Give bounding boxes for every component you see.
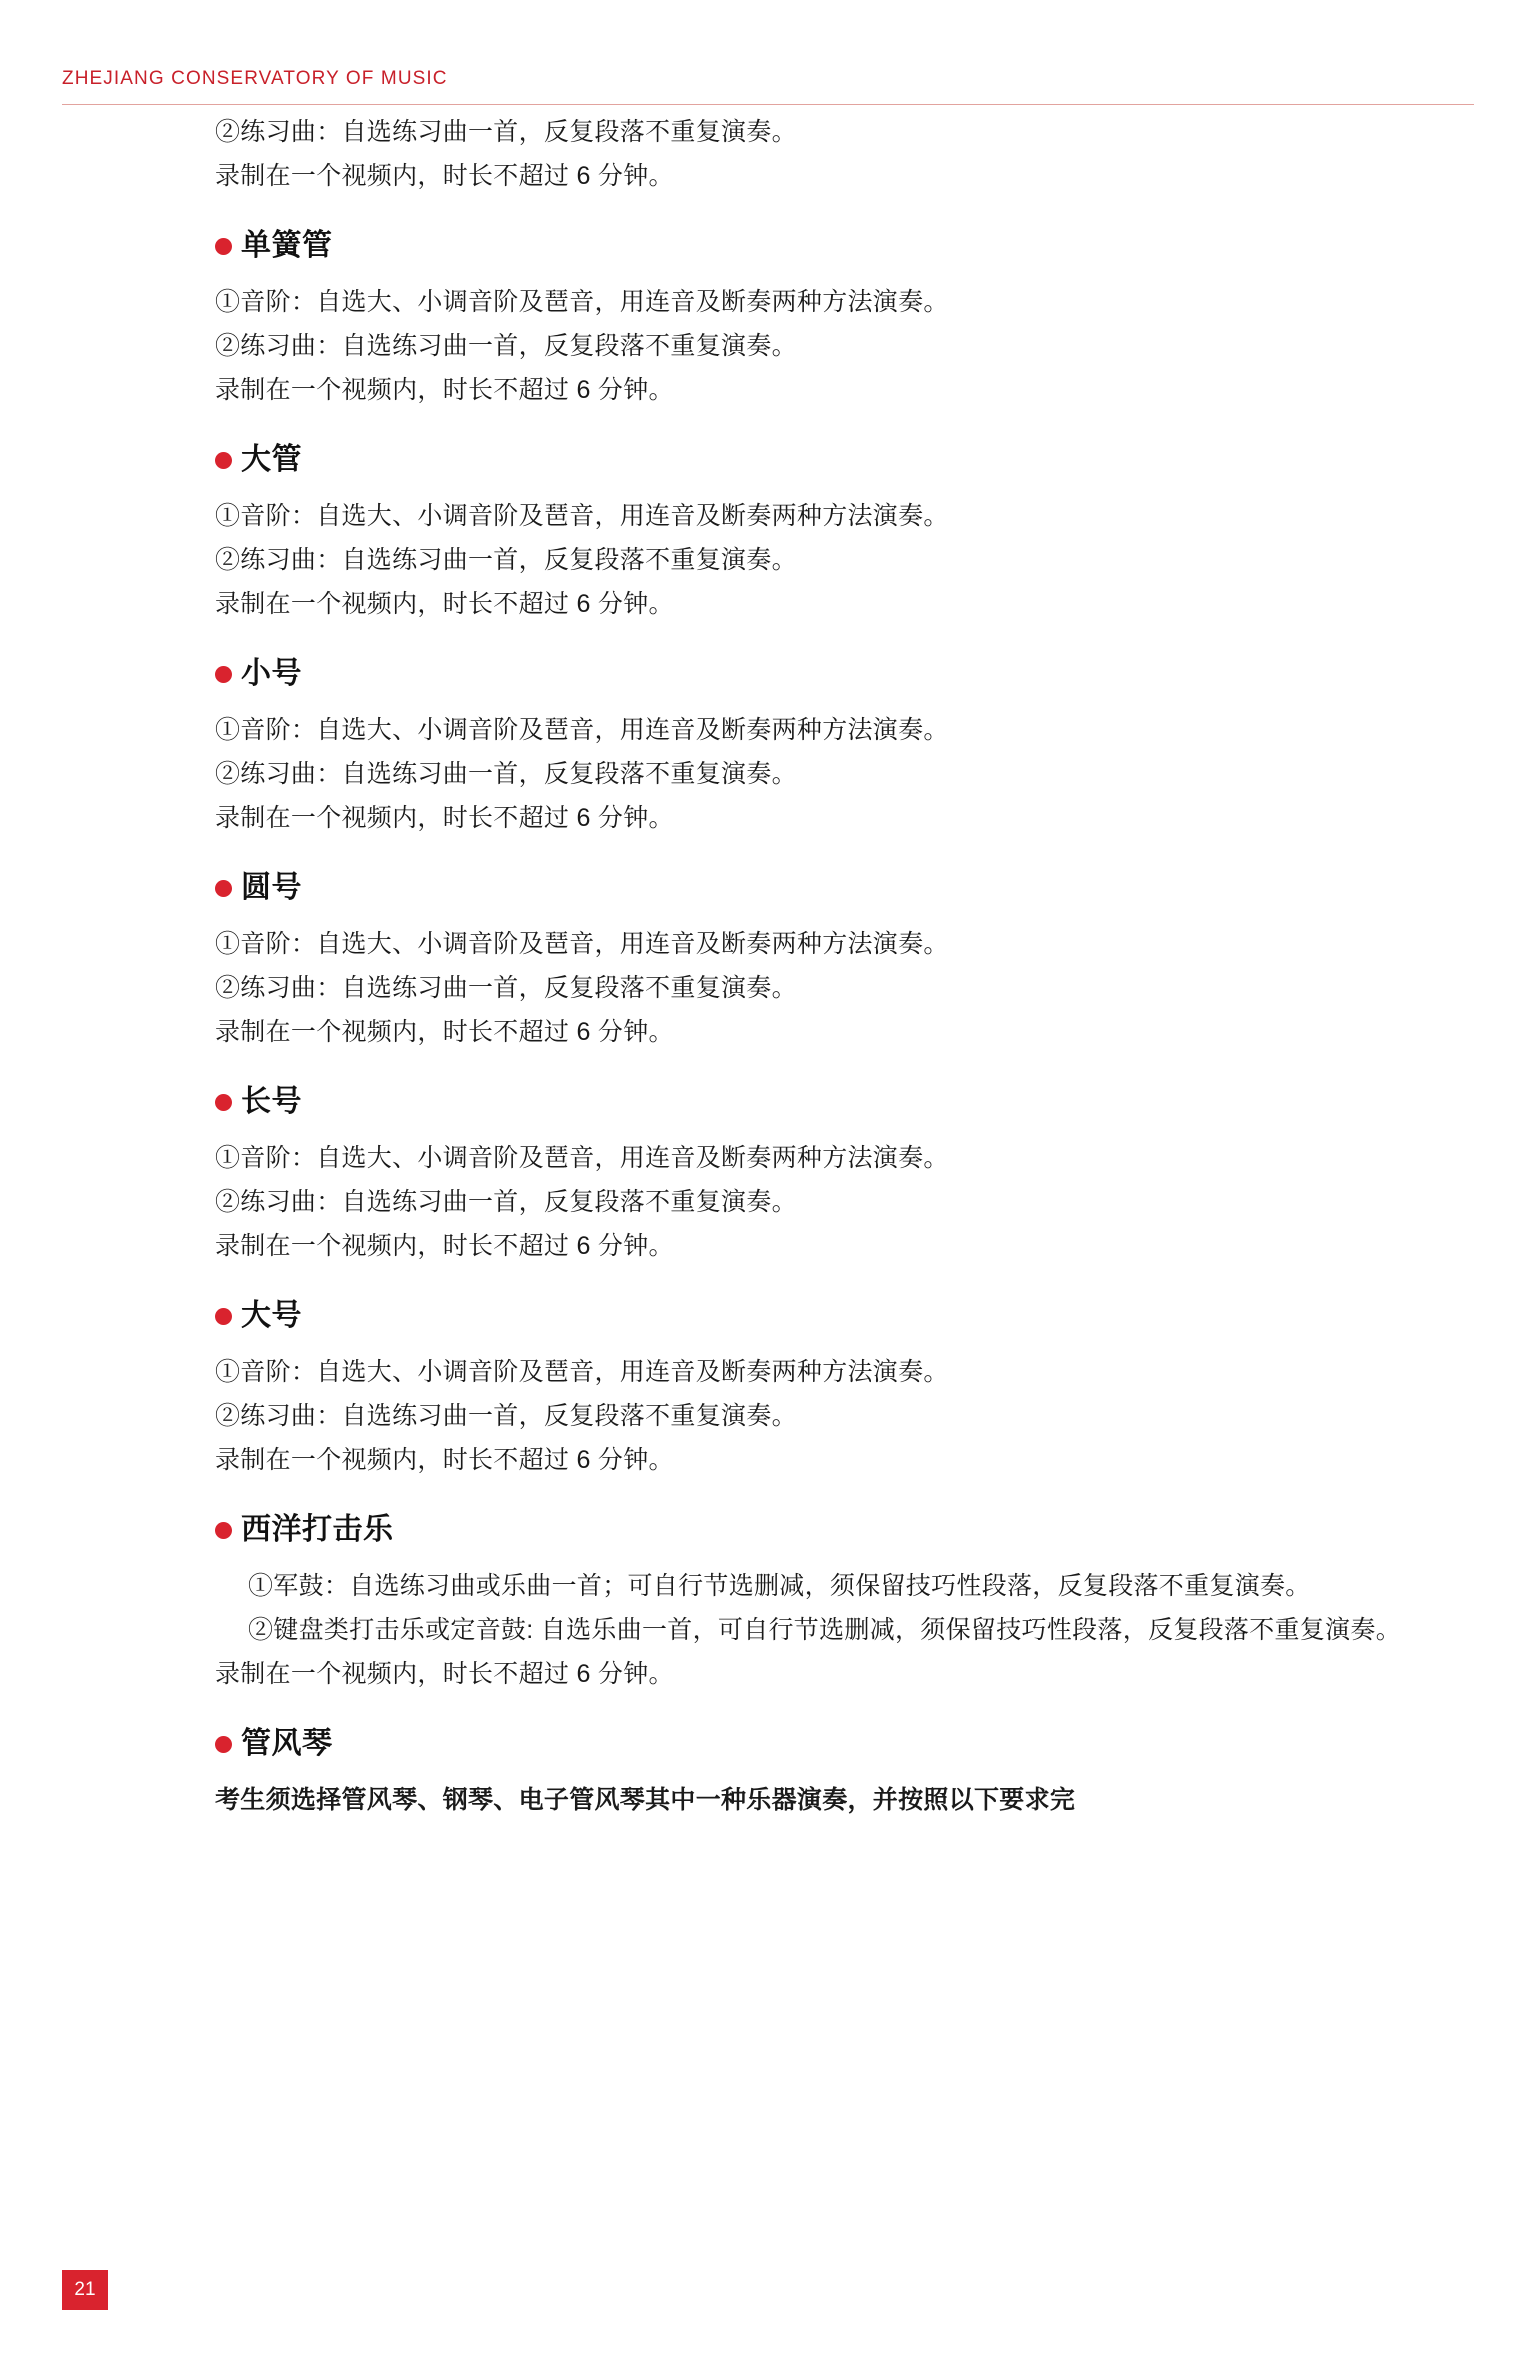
- section-line: ②练习曲：自选练习曲一首，反复段落不重复演奏。: [215, 974, 797, 1002]
- section-line: ②练习曲：自选练习曲一首，反复段落不重复演奏。: [215, 1188, 797, 1216]
- document-body: [0, 110, 1535, 1822]
- bullet-icon: [215, 238, 232, 255]
- page-number-badge: 21: [62, 2270, 108, 2310]
- section-trumpet: [0, 656, 1535, 840]
- section-line: ②练习曲：自选练习曲一首，反复段落不重复演奏。: [215, 332, 797, 360]
- section-line: ①音阶：自选大、小调音阶及琶音，用连音及断奏两种方法演奏。: [215, 930, 949, 958]
- section-heading: [0, 656, 1535, 692]
- organ-line-1: 考生须选择管风琴、钢琴、电子管风琴其中一种乐器演奏，并按照以下要求完: [215, 1786, 1076, 1814]
- section-title: 大号: [241, 1299, 302, 1332]
- section-line: 录制在一个视频内，时长不超过 6 分钟。: [215, 1018, 674, 1046]
- section-line: 录制在一个视频内，时长不超过 6 分钟。: [215, 1232, 674, 1260]
- section-tuba: [0, 1298, 1535, 1482]
- bullet-icon: [215, 880, 232, 897]
- percussion-item-1: ①军鼓：自选练习曲或乐曲一首；可自行节选删减，须保留技巧性段落，反复段落不重复演奏。: [248, 1572, 1311, 1600]
- section-pipe-organ: [0, 1726, 1535, 1822]
- percussion-item-2: ②键盘类打击乐或定音鼓: 自选乐曲一首，可自行节选删减，须保留技巧性段落，反复段落不重复演奏。: [248, 1616, 1401, 1644]
- section-line: ①音阶：自选大、小调音阶及琶音，用连音及断奏两种方法演奏。: [215, 1144, 949, 1172]
- section-title: 西洋打击乐: [241, 1513, 394, 1546]
- bullet-icon: [215, 1308, 232, 1325]
- section-heading: [0, 1512, 1535, 1548]
- section-clarinet: [0, 228, 1535, 412]
- section-line: 录制在一个视频内，时长不超过 6 分钟。: [215, 1446, 674, 1474]
- section-line: ①音阶：自选大、小调音阶及琶音，用连音及断奏两种方法演奏。: [215, 1358, 949, 1386]
- intro-line-2: 录制在一个视频内，时长不超过 6 分钟。: [215, 162, 674, 190]
- header-divider: [62, 104, 1474, 105]
- section-line: ②练习曲：自选练习曲一首，反复段落不重复演奏。: [215, 1402, 797, 1430]
- bullet-icon: [215, 1094, 232, 1111]
- intro-line-1: ②练习曲：自选练习曲一首，反复段落不重复演奏。: [215, 118, 797, 146]
- section-title: 长号: [241, 1085, 302, 1118]
- section-heading: [0, 870, 1535, 906]
- section-line: ①音阶：自选大、小调音阶及琶音，用连音及断奏两种方法演奏。: [215, 716, 949, 744]
- section-french-horn: [0, 870, 1535, 1054]
- page-header: [0, 0, 1535, 110]
- section-line: 录制在一个视频内，时长不超过 6 分钟。: [215, 590, 674, 618]
- section-heading: [0, 1298, 1535, 1334]
- section-title: 圆号: [241, 871, 302, 904]
- section-line: ①音阶：自选大、小调音阶及琶音，用连音及断奏两种方法演奏。: [215, 288, 949, 316]
- section-title: 小号: [241, 657, 302, 690]
- section-bassoon: [0, 442, 1535, 626]
- section-line: 录制在一个视频内，时长不超过 6 分钟。: [215, 804, 674, 832]
- section-western-percussion: [0, 1512, 1535, 1696]
- section-heading: [0, 442, 1535, 478]
- bullet-icon: [215, 1522, 232, 1539]
- section-heading: [0, 228, 1535, 264]
- bullet-icon: [215, 666, 232, 683]
- section-title: 管风琴: [241, 1727, 333, 1760]
- section-title: 单簧管: [241, 229, 333, 262]
- intro-block: [0, 110, 1535, 198]
- percussion-note: 录制在一个视频内，时长不超过 6 分钟。: [215, 1660, 674, 1688]
- institution-name: ZHEJIANG CONSERVATORY OF MUSIC: [62, 68, 448, 89]
- section-trombone: [0, 1084, 1535, 1268]
- section-heading: [0, 1084, 1535, 1120]
- bullet-icon: [215, 452, 232, 469]
- section-line: ②练习曲：自选练习曲一首，反复段落不重复演奏。: [215, 760, 797, 788]
- section-line: ②练习曲：自选练习曲一首，反复段落不重复演奏。: [215, 546, 797, 574]
- section-line: ①音阶：自选大、小调音阶及琶音，用连音及断奏两种方法演奏。: [215, 502, 949, 530]
- section-title: 大管: [241, 443, 302, 476]
- section-line: 录制在一个视频内，时长不超过 6 分钟。: [215, 376, 674, 404]
- section-heading: [0, 1726, 1535, 1762]
- bullet-icon: [215, 1736, 232, 1753]
